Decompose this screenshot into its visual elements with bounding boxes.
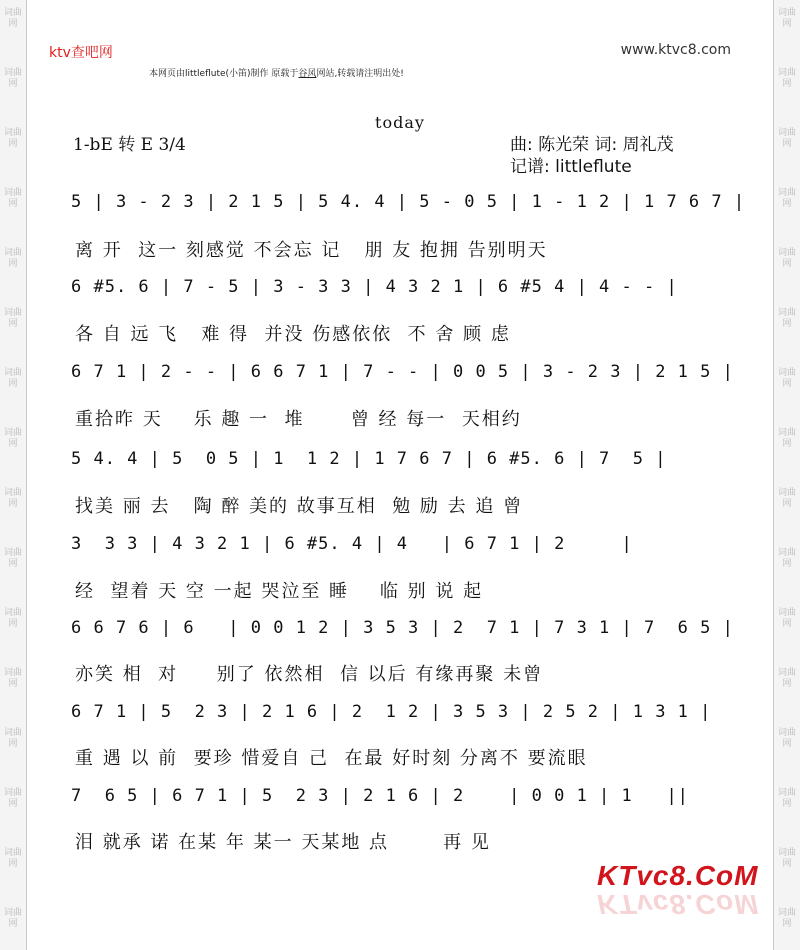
- lyrics-row-4: 找美 丽 去 陶 醉 美的 故事互相 勉 励 去 追 曾: [75, 496, 524, 517]
- watermark-text: 词曲网: [778, 248, 797, 269]
- notation-row-7: 6 7 1 | 5 2 3 | 2 1 6 | 2 1 2 | 3 5 3 | 2 5 2 | 1 3 1 |: [71, 702, 712, 722]
- watermark-text: 词曲网: [778, 668, 797, 689]
- notator-line: 记谱: littleflute: [510, 157, 632, 177]
- site-url-link[interactable]: www.ktvc8.com: [620, 42, 731, 58]
- lyrics-row-3: 重拾昨 天 乐 趣 一 堆 曾 经 每一 天相约: [75, 409, 522, 430]
- ktvc8-logo: KTvc8.CoM: [597, 860, 759, 891]
- watermark-text: 词曲网: [4, 488, 23, 509]
- watermark-text: 词曲网: [778, 308, 797, 329]
- watermark-text: 词曲网: [778, 908, 797, 929]
- watermark-text: 词曲网: [778, 128, 797, 149]
- key-signature: 1-bE 转 E 3/4: [73, 135, 186, 155]
- site-logo-link[interactable]: ktv查吧网: [49, 45, 113, 61]
- composer-line: 曲: 陈光荣 词: 周礼茂: [510, 135, 674, 155]
- score-sheet: [27, 0, 773, 950]
- lyrics-row-1: 离 开 这一 刻感觉 不会忘 记 朋 友 抱拥 告别明天: [75, 240, 548, 261]
- watermark-text: 词曲网: [4, 368, 23, 389]
- watermark-text: 词曲网: [4, 68, 23, 89]
- watermark-text: 词曲网: [4, 308, 23, 329]
- watermark-text: 词曲网: [4, 668, 23, 689]
- credit-line: [149, 66, 404, 79]
- lyrics-row-7: 重 遇 以 前 要珍 惜爱自 己 在最 好时刻 分离不 要流眼: [75, 748, 588, 769]
- lyrics-row-2: 各 自 远 飞 难 得 并没 伤感依依 不 舍 顾 虑: [75, 324, 511, 345]
- credit-post: 网站,转载请注明出处!: [316, 69, 404, 79]
- watermark-text: 词曲网: [778, 8, 797, 29]
- lyrics-row-5: 经 望着 天 空 一起 哭泣至 睡 临 别 说 起: [75, 581, 484, 602]
- lyrics-row-8: 泪 就承 诺 在某 年 某一 天某地 点 再 见: [75, 832, 491, 853]
- watermark-text: 词曲网: [778, 728, 797, 749]
- watermark-text: 词曲网: [4, 428, 23, 449]
- notation-row-6: 6 6 7 6 | 6 | 0 0 1 2 | 3 5 3 | 2 7 1 | 7 3 1 | 7 6 5 |: [71, 618, 734, 638]
- song-title: today: [375, 113, 425, 132]
- watermark-text: 词曲网: [4, 908, 23, 929]
- watermark-text: 词曲网: [4, 608, 23, 629]
- watermark-text: 词曲网: [4, 788, 23, 809]
- watermark-text: 词曲网: [778, 428, 797, 449]
- left-watermark-strip: [0, 0, 27, 950]
- watermark-text: 词曲网: [778, 368, 797, 389]
- notation-row-4: 5 4. 4 | 5 0 5 | 1 1 2 | 1 7 6 7 | 6 #5. 6 | 7 5 |: [71, 449, 667, 469]
- notation-row-3: 6 7 1 | 2 - - | 6 6 7 1 | 7 - - | 0 0 5 | 3 - 2 3 | 2 1 5 |: [71, 362, 734, 382]
- watermark-text: 词曲网: [778, 68, 797, 89]
- watermark-text: 词曲网: [4, 848, 23, 869]
- notation-row-8: 7 6 5 | 6 7 1 | 5 2 3 | 2 1 6 | 2 | 0 0 1 | 1 ||: [71, 786, 689, 806]
- notation-row-1: 5 | 3 - 2 3 | 2 1 5 | 5 4. 4 | 5 - 0 5 | 1 - 1 2 | 1 7 6 7 |: [71, 192, 746, 212]
- ktvc8-logo-reflection: KTvc8.CoM: [597, 889, 759, 920]
- lyrics-row-6: 亦笑 相 对 别了 依然相 信 以后 有缘再聚 未曾: [75, 664, 544, 685]
- watermark-text: 词曲网: [778, 608, 797, 629]
- watermark-text: 词曲网: [4, 128, 23, 149]
- watermark-text: 词曲网: [4, 188, 23, 209]
- notation-row-5: 3 3 3 | 4 3 2 1 | 6 #5. 4 | 4 | 6 7 1 | 2 |: [71, 534, 633, 554]
- credit-pre: 本网页由littleflute(小笛)制作 原载于: [149, 69, 299, 79]
- watermark-text: 词曲网: [4, 548, 23, 569]
- watermark-text: 词曲网: [778, 548, 797, 569]
- right-watermark-strip: [773, 0, 800, 950]
- watermark-text: 词曲网: [778, 488, 797, 509]
- watermark-text: 词曲网: [778, 788, 797, 809]
- watermark-text: 词曲网: [4, 8, 23, 29]
- watermark-text: 词曲网: [778, 848, 797, 869]
- watermark-text: 词曲网: [4, 728, 23, 749]
- notation-row-2: 6 #5. 6 | 7 - 5 | 3 - 3 3 | 4 3 2 1 | 6 #5 4 | 4 - - |: [71, 277, 678, 297]
- credit-source-link[interactable]: 谷风: [298, 69, 317, 79]
- watermark-text: 词曲网: [4, 248, 23, 269]
- watermark-text: 词曲网: [778, 188, 797, 209]
